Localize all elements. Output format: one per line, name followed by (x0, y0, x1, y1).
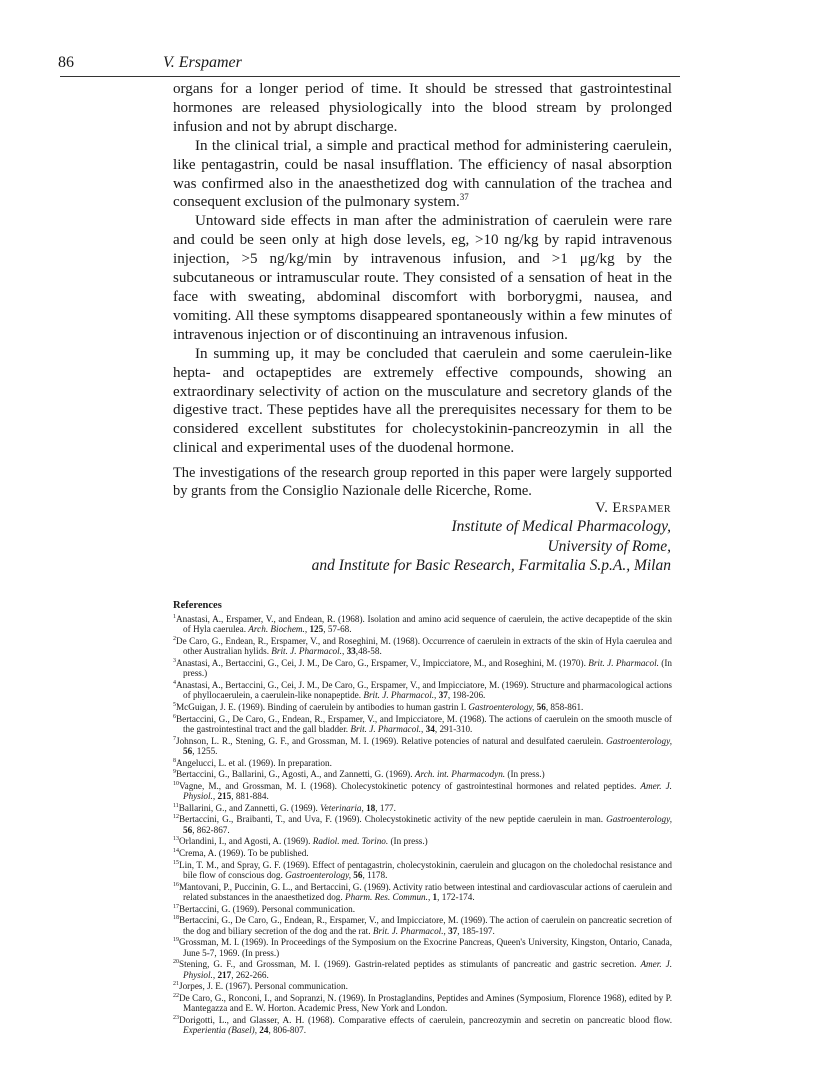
reference-journal: Arch. int. Pharmacodyn. (414, 769, 506, 780)
page-number: 86 (58, 54, 74, 71)
reference-list (173, 614, 672, 1037)
affiliation-line: Institute of Medical Pharmacology, (451, 518, 671, 536)
reference-volume: 215 (217, 791, 232, 802)
reference-text: Mantovani, P., Puccinin, G. L., and Bertaccini, G. (1969). Activity ratio between intestinal and cardiovascular actions of caerulein and related substances in the anaesthetized dog. (179, 881, 672, 902)
reference-volume: 217 (217, 969, 232, 980)
reference-text: De Caro, G., Ronconi, I., and Sopranzi, N. (1969). In Prostaglandins, Peptides and Amines (Symposium, Florence 1968), edited by P. Mantegazza and E. W. Horton. Academic Press, New York and London. (179, 992, 672, 1014)
reference-journal: Pharm. Res. Commun., (345, 891, 433, 902)
citation-marker: 37 (459, 192, 469, 203)
reference-journal: Gastroenterology, (606, 735, 672, 746)
reference-pages: , 172-174. (437, 891, 475, 902)
reference-item (173, 758, 672, 768)
reference-item (173, 814, 672, 835)
reference-item (173, 1015, 672, 1036)
reference-pages: , 185-197. (457, 925, 495, 936)
reference-number: 16 (173, 881, 179, 888)
reference-item (173, 680, 672, 701)
reference-number: 17 (173, 903, 179, 910)
reference-number: 15 (173, 859, 179, 866)
reference-pages: , 1255. (192, 746, 218, 756)
reference-pages: , 291-310. (434, 724, 473, 734)
reference-volume: 56 (536, 702, 546, 712)
reference-text: Orlandini, I., and Agosti, A. (1969). (179, 836, 313, 847)
reference-number: 8 (173, 757, 176, 764)
reference-item (173, 981, 672, 991)
reference-number: 12 (173, 814, 179, 821)
reference-text: Bertaccini, G., De Caro, G., Endean, R., Erspamer, V., and Impicciatore, M. (1968). The actions of caerulein on the smooth muscle of the gastrointestinal tract and the gall bladder. (176, 713, 672, 734)
reference-journal: Brit. J. Pharmacol., (372, 925, 449, 936)
reference-item (173, 848, 672, 858)
reference-item (173, 714, 672, 735)
reference-number: 1 (173, 613, 176, 620)
reference-item (173, 781, 672, 802)
references-heading: References (173, 600, 222, 611)
reference-number: 10 (173, 780, 179, 787)
running-header (58, 54, 678, 74)
reference-item (173, 803, 672, 813)
reference-journal: Brit. J. Pharmacol., (363, 690, 439, 701)
reference-item (173, 836, 672, 846)
reference-pages: (In press.) (388, 836, 428, 847)
reference-number: 19 (173, 937, 179, 944)
reference-pages: , 862-867. (192, 824, 230, 835)
reference-volume: 33 (346, 646, 356, 657)
reference-number: 7 (173, 735, 176, 742)
reference-number: 18 (173, 915, 179, 922)
reference-number: 13 (173, 836, 179, 843)
reference-volume: 56 (353, 869, 363, 880)
reference-number: 6 (173, 713, 176, 720)
reference-item (173, 702, 672, 712)
reference-text: Crema, A. (1969). To be published. (179, 847, 309, 858)
reference-pages: , 881-884. (231, 791, 269, 802)
reference-item (173, 614, 672, 635)
reference-text: Bertaccini, G., Braibanti, T., and Uva, F. (1969). Cholecystokinetic activity of the new peptide caerulein in man. (179, 814, 607, 825)
acknowledgement (173, 464, 672, 501)
acknowledgement-text: The investigations of the research group reported in this paper were largely supported by grants from the Consiglio Nazionale delle Ricerche, Rome. (173, 465, 672, 500)
reference-pages: , 1178. (362, 869, 388, 880)
reference-pages: (In press.) (505, 769, 545, 780)
reference-journal: Amer. J. Physiol., (183, 959, 672, 980)
reference-volume: 125 (309, 624, 324, 635)
reference-text: Johnson, L. R., Stening, G. F., and Grossman, M. I. (1969). Relative potencies of natural and desulfated caerulein. (176, 735, 607, 746)
reference-pages: , 177. (375, 802, 396, 813)
reference-item (173, 915, 672, 936)
reference-journal: Experientia (Basel), (183, 1025, 260, 1036)
reference-journal: Brit. J. Pharmacol. (588, 658, 659, 668)
affiliation-line: University of Rome, (547, 537, 671, 555)
reference-text: Lin, T. M., and Spray, G. F. (1969). Effect of pentagastrin, cholecystokinin, caerulein and glucagon on the choledochal resistance and bile flow of conscious dog. (179, 859, 672, 880)
reference-journal: Gastroenterology, (606, 814, 672, 825)
signature-block (173, 499, 671, 576)
paragraph: organs for a longer period of time. It should be stressed that gastrointestinal hormones are released physiologically into the blood stream by prolonged infusion and not by abrupt discharge. (173, 81, 672, 135)
reference-text: Dorigotti, L., and Glasser, A. H. (1968). Comparative effects of caerulein, pancreozymin and secretin on pancreatic blood flow. (179, 1014, 672, 1025)
reference-number: 21 (173, 981, 179, 988)
reference-number: 2 (173, 635, 176, 642)
reference-journal: Brit. J. Pharmacol., (350, 724, 426, 734)
reference-item (173, 937, 672, 958)
signature-name: V. Erspamer (595, 500, 671, 516)
reference-pages: , 57-68. (323, 624, 352, 635)
reference-journal: Gastroenterology, (285, 869, 354, 880)
reference-pages: , 262-266. (231, 969, 269, 980)
reference-item (173, 636, 672, 657)
reference-text: Anastasi, A., Erspamer, V., and Endean, R. (1968). Isolation and amino acid sequence of caerulein, the active decapeptide of the skin of Hyla caerulea. (176, 614, 672, 635)
reference-pages: , 198-206. (447, 690, 486, 701)
reference-text: Anastasi, A., Bertaccini, G., Cei, J. M., De Caro, G., Erspamer, V., Impicciatore, M., and Roseghini, M. (1970). (176, 658, 589, 668)
reference-pages: (In press.) (183, 658, 672, 679)
reference-number: 4 (173, 679, 176, 686)
reference-volume: 18 (366, 802, 376, 813)
reference-text: Bertaccini, G., Ballarini, G., Agosti, A., and Zannetti, G. (1969). (176, 769, 415, 780)
reference-volume: 1 (432, 891, 438, 902)
reference-text: Grossman, M. I. (1969). In Proceedings of the Symposium on the Exocrine Pancreas, Queen's University, Kingston, Ontario, Canada, June 5-7, 1969. (In press.) (179, 937, 672, 958)
running-author: V. Erspamer (163, 54, 242, 71)
reference-text: Jorpes, J. E. (1967). Personal communication. (179, 981, 348, 992)
reference-text: Vagne, M., and Grossman, M. I. (1968). Cholecystokinetic potency of gastrointestinal hormones and related peptides. (179, 780, 641, 791)
reference-number: 3 (173, 657, 176, 664)
reference-item (173, 658, 672, 679)
reference-pages: ,48-58. (355, 646, 382, 657)
reference-volume: 34 (425, 724, 435, 734)
reference-volume: 56 (183, 746, 193, 756)
reference-item (173, 736, 672, 757)
reference-item (173, 993, 672, 1014)
reference-item (173, 860, 672, 881)
reference-item (173, 769, 672, 779)
reference-text: Ballarini, G., and Zannetti, G. (1969). (178, 802, 321, 813)
reference-number: 9 (173, 769, 176, 776)
reference-number: 11 (173, 802, 179, 809)
reference-volume: 56 (183, 824, 193, 835)
reference-text: De Caro, G., Endean, R., Erspamer, V., and Roseghini, M. (1968). Occurrence of caerulein in extracts of the skin of Hyla caerulea and other Australian hylids. (176, 636, 672, 657)
paragraph: Untoward side effects in man after the administration of caerulein were rare and could be seen only at high dose levels, eg, >10 ng/kg by rapid intravenous injection, >5 ng/kg/min by intravenous infusion, and >1 μg/kg by the subcutaneous or intramuscular route. They consisted of a sensation of heat in the face with sweating, abdominal discomfort with borborygmi, nausea, and vomiting. All these symptoms disappeared spontaneously within a few minutes of intravenous injection or of discontinuing an intravenous infusion. (173, 213, 672, 343)
reference-journal: Arch. Biochem., (248, 624, 310, 635)
paragraph: In summing up, it may be concluded that caerulein and some caerulein-like hepta- and octapeptides are extremely effective compounds, showing an extraordinary selectivity of action on the musculature and secretory glands of the digestive tract. These peptides have all the prerequisites necessary for them to be considered excellent substitutes for cholecystokinin-pancreozymin in all the clinical and experimental uses of the duodenal hormone. (173, 345, 672, 457)
reference-number: 20 (173, 959, 179, 966)
paragraph (173, 137, 672, 213)
reference-text: Bertaccini, G., De Caro, G., Endean, R., Erspamer, V., and Impicciatore, M. (1969). The action of caerulein on pancreatic secretion of the dog and biliary secretion of the dog and the rat. (179, 915, 672, 936)
reference-item (173, 959, 672, 980)
reference-pages: , 858-861. (545, 702, 584, 712)
reference-volume: 24 (259, 1025, 269, 1036)
reference-text: McGuigan, J. E. (1969). Binding of caerulein by antibodies to human gastrin I. (176, 702, 469, 712)
reference-volume: 37 (438, 690, 448, 701)
header-rule (60, 76, 680, 77)
affiliation-line: and Institute for Basic Research, Farmitalia S.p.A., Milan (311, 557, 671, 575)
reference-text: Stening, G. F., and Grossman, M. I. (1969). Gastrin-related peptides as stimulants of pancreatic and gastric secretion. (179, 959, 641, 970)
reference-item (173, 904, 672, 914)
reference-pages: , 806-807. (268, 1025, 306, 1036)
reference-item (173, 882, 672, 903)
reference-text: Bertaccini, G. (1969). Personal communication. (179, 903, 356, 914)
reference-journal: Amer. J. Physiol., (183, 780, 672, 802)
reference-journal: Brit. J. Pharmacol., (271, 646, 347, 657)
reference-journal: Gastroenterology, (468, 702, 537, 712)
paragraph-text: In the clinical trial, a simple and practical method for administering caerulein, like pentagastrin, could be nasal insufflation. The efficiency of nasal absorption was confirmed also in the anaesthetized dog with cannulation of the trachea and consequent exclusion of the pulmonary system. (173, 137, 672, 211)
reference-number: 14 (173, 847, 179, 854)
reference-volume: 37 (448, 925, 458, 936)
body-text (173, 80, 672, 458)
reference-journal: Veterinaria, (320, 802, 367, 813)
reference-journal: Radiol. med. Torino. (312, 836, 389, 847)
reference-text: Anastasi, A., Bertaccini, G., Cei, J. M., De Caro, G., Erspamer, V., and Impicciatore, M. (1969). Structure and pharmacological actions of phyllocaerulein, a caerulein-like nonapeptide. (176, 680, 672, 701)
reference-number: 22 (173, 992, 179, 999)
reference-number: 5 (173, 701, 176, 708)
reference-number: 23 (173, 1014, 179, 1021)
reference-text: Angelucci, L. et al. (1969). In preparation. (176, 757, 332, 768)
